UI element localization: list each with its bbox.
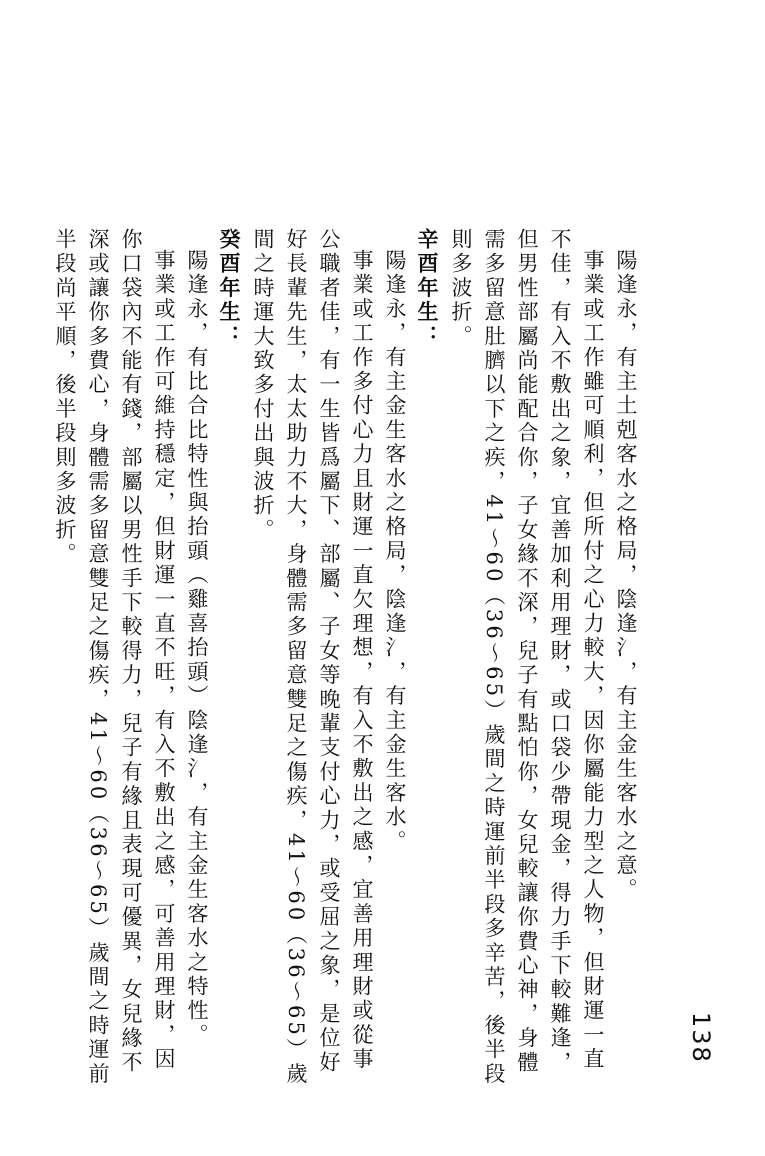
paragraph-intro: 陽逢永，有主土剋客水之格局，陰逢氵，有主金生客水之意。: [614, 249, 638, 903]
paragraph-xinyou-pattern: 陽逢永，有主金生客水之格局，陰逢氵，有主金生客水。: [383, 249, 407, 854]
page-number: 138: [687, 1012, 715, 1064]
section-heading-xinyou: 辛酉年生：: [415, 228, 440, 349]
vertical-text-block: [53, 228, 642, 1088]
paragraph-xinyou-career: 事業或工作多付心力且財運一直欠理想，有入不敷出之感，宜善用理財或從事公職者佳，有一生皆爲屬下、部屬、子女等晚輩支付心力，或受屈之象，是位好好長輩先生，太太助力不大，身體需多留意雙足之傷疾，41～60（36～65）歲間之時運大致多付出與波折。: [251, 228, 374, 1087]
paragraph-career-intro: 事業或工作雖可順利，但所付之心力較大，因你屬能力型之人物，但財運一直不佳，有入不敷出之象，宜善加利用理財，或口袋少帶現金，得力手下較難逢，但男性部屬尚能配合你，子女緣不深，兒子有點怕你，女兒較讓你費心神，身體需多留意肚臍以下之疾，41～60（36～65）歲間之時運前半段多辛苦，後半段則多波折。: [449, 228, 605, 1087]
paragraph-guiyou-pattern: 陽逢永，有比合比特性與抬頭（雞喜抬頭）陰逢氵，有主金生客水之特性。: [185, 249, 209, 1048]
section-heading-guiyou: 癸酉年生：: [217, 228, 242, 349]
paragraph-guiyou-career: 事業或工作可維持穩定，但財運一直不旺，有入不敷出之感，可善用理財，因你口袋內不能有錢，部屬以男性手下較得力，兒子有緣且表現可優異，女兒緣不深或讓你多費心，身體需多留意雙足之傷疾，41～60（36～65）歲間之時運前半段尚平順，後半段則多波折。: [53, 228, 176, 1087]
